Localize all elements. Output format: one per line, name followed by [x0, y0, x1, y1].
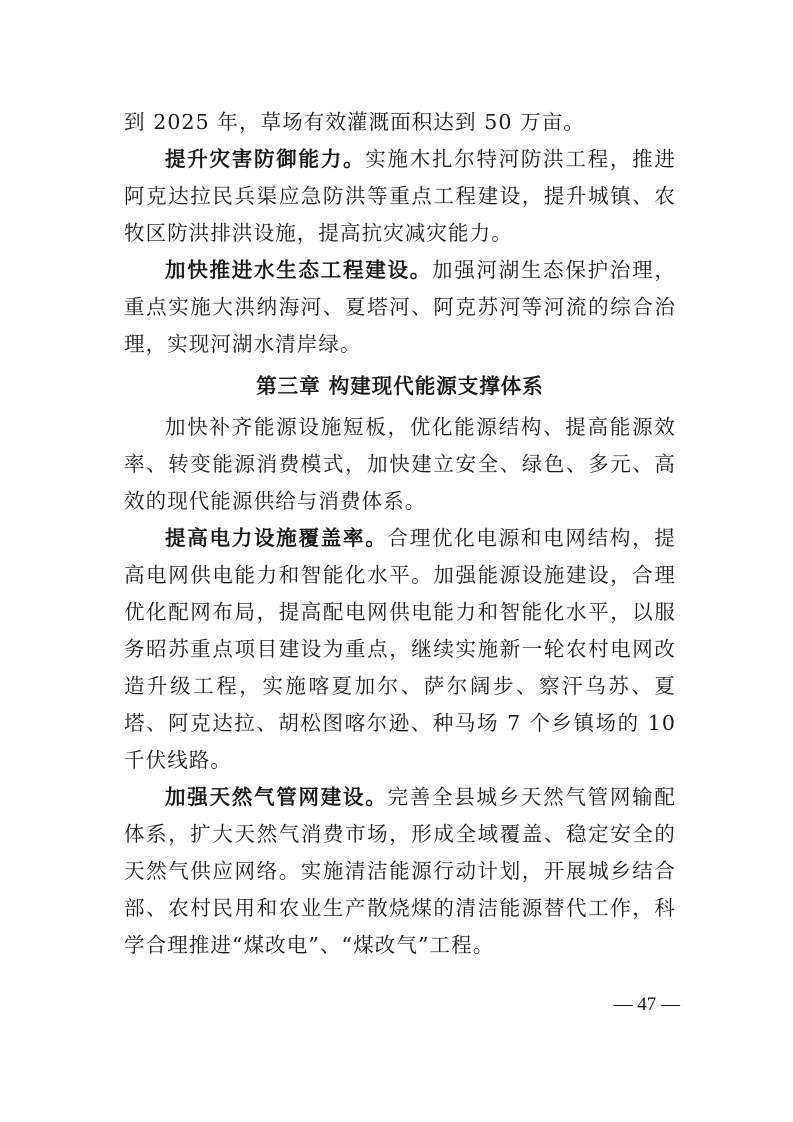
paragraph-lead: 提高电力设施覆盖率。	[165, 526, 388, 550]
paragraph-text: 合理优化电源和电网结构，提高电网供电能力和智能化水平。加强能源设施建设，合理优化配网布局，提高配电网供电能力和智能化水平，以服务昭苏重点项目建设为重点，继续实施新一轮农村电网改造升级工程，实施喀夏加尔、萨尔阔步、察汗乌苏、夏塔、阿克达拉、胡松图喀尔逊、种马场 7 个乡镇场的 10 千伏线路。	[124, 526, 676, 772]
paragraph-lead: 提升灾害防御能力。	[165, 147, 366, 171]
paragraph-text: 到 2025 年，草场有效灌溉面积达到 50 万亩。	[124, 110, 585, 134]
paragraph-text: 加快补齐能源设施短板，优化能源结构、提高能源效率、转变能源消费模式，加快建立安全、绿色、多元、高效的现代能源供给与消费体系。	[124, 415, 676, 513]
chapter-title: 第三章 构建现代能源支撑体系	[256, 374, 544, 398]
paragraph-lead: 加强天然气管网建设。	[165, 785, 388, 809]
paragraph-disaster-defense	[124, 141, 676, 252]
paragraph-chapter-intro	[124, 409, 676, 520]
paragraph-power-coverage	[124, 520, 676, 779]
paragraph-text: 加强河湖生态保护治理，重点实施大洪纳海河、夏塔河、阿克苏河等河流的综合治理，实现河湖水清岸绿。	[124, 258, 677, 356]
paragraph-water-ecology	[124, 252, 676, 363]
page-content	[124, 104, 676, 964]
paragraph-continuation	[124, 104, 676, 141]
paragraph-text: 完善全县城乡天然气管网输配体系，扩大天然气消费市场，形成全域覆盖、稳定安全的天然气供应网络。实施清洁能源行动计划，开展城乡结合部、农村民用和农业生产散烧煤的清洁能源替代工作，科学合理推进“煤改电”、“煤改气”工程。	[124, 785, 676, 957]
paragraph-gas-network	[124, 779, 676, 964]
paragraph-lead: 加快推进水生态工程建设。	[165, 258, 432, 282]
page-number: — 47 —	[613, 994, 680, 1015]
paragraph-text: 实施木扎尔特河防洪工程，推进阿克达拉民兵渠应急防洪等重点工程建设，提升城镇、农牧区防洪排洪设施，提高抗灾减灾能力。	[124, 147, 677, 245]
